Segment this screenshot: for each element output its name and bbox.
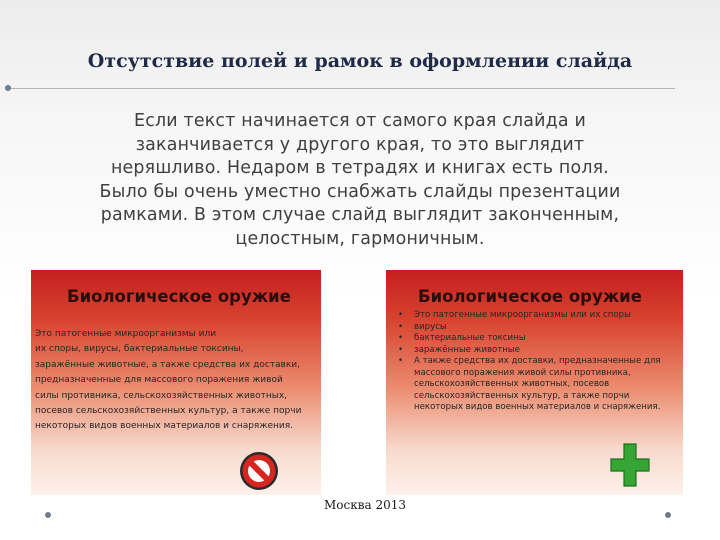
body-line: Было бы очень уместно снабжать слайды презентации [99, 181, 621, 202]
bad-example-heading: Биологическое оружие [67, 287, 291, 306]
bad-example-line: их споры, вирусы, бактериальные токсины, [35, 344, 244, 355]
list-item: • Это патогенные микроорганизмы или их споры [396, 310, 678, 322]
bad-example-line: предназначенные для массового поражения живой [35, 375, 283, 386]
plus-icon [610, 443, 650, 487]
prohibited-icon [239, 451, 279, 491]
good-example-heading: Биологическое оружие [418, 287, 642, 306]
list-item: • А также средства их доставки, предназначенные для массового поражения живой силы противника, сельскохозяйственных животных, посевов сельскохозяйственных культур, а также порчи некоторых видов военных материалов и снаряжения. [396, 356, 678, 414]
list-item: • вирусы [396, 322, 678, 334]
body-text [38, 110, 682, 251]
corner-dot-left [45, 512, 51, 518]
good-example-slide [386, 270, 683, 495]
bad-example-slide [31, 270, 321, 495]
body-line: заканчивается у другого края, то это выглядит [135, 134, 585, 155]
bad-example-body [35, 327, 321, 435]
slide-title: Отсутствие полей и рамок в оформлении слайда [87, 50, 633, 72]
body-line: рамками. В этом случае слайд выглядит законченным, [100, 205, 620, 225]
bad-example-line: заражённые животные, а также средства их доставки, [35, 359, 300, 370]
good-example-list [396, 310, 678, 414]
bad-example-line: силы противника, сельскохозяйственных животных, [35, 390, 288, 401]
list-item: • бактериальные токсины [396, 333, 678, 345]
bad-example-line: посевов сельскохозяйственных культур, а также порчи [35, 406, 302, 417]
body-line: Если текст начинается от самого края слайда и [134, 111, 586, 131]
body-line: неряшливо. Недаром в тетрадях и книгах есть поля. [110, 158, 610, 178]
list-item: • заражённые животные [396, 345, 678, 357]
body-line: целостным, гармоничным. [235, 228, 485, 249]
footer-location: Москва 2013 [324, 498, 406, 512]
divider-dot-left [5, 85, 11, 91]
bad-example-line: некоторых видов военных материалов и снаряжения. [35, 421, 293, 432]
corner-dot-right [665, 512, 671, 518]
title-divider [10, 88, 675, 89]
bad-example-line: Это патогенные микроорганизмы или [35, 329, 217, 339]
